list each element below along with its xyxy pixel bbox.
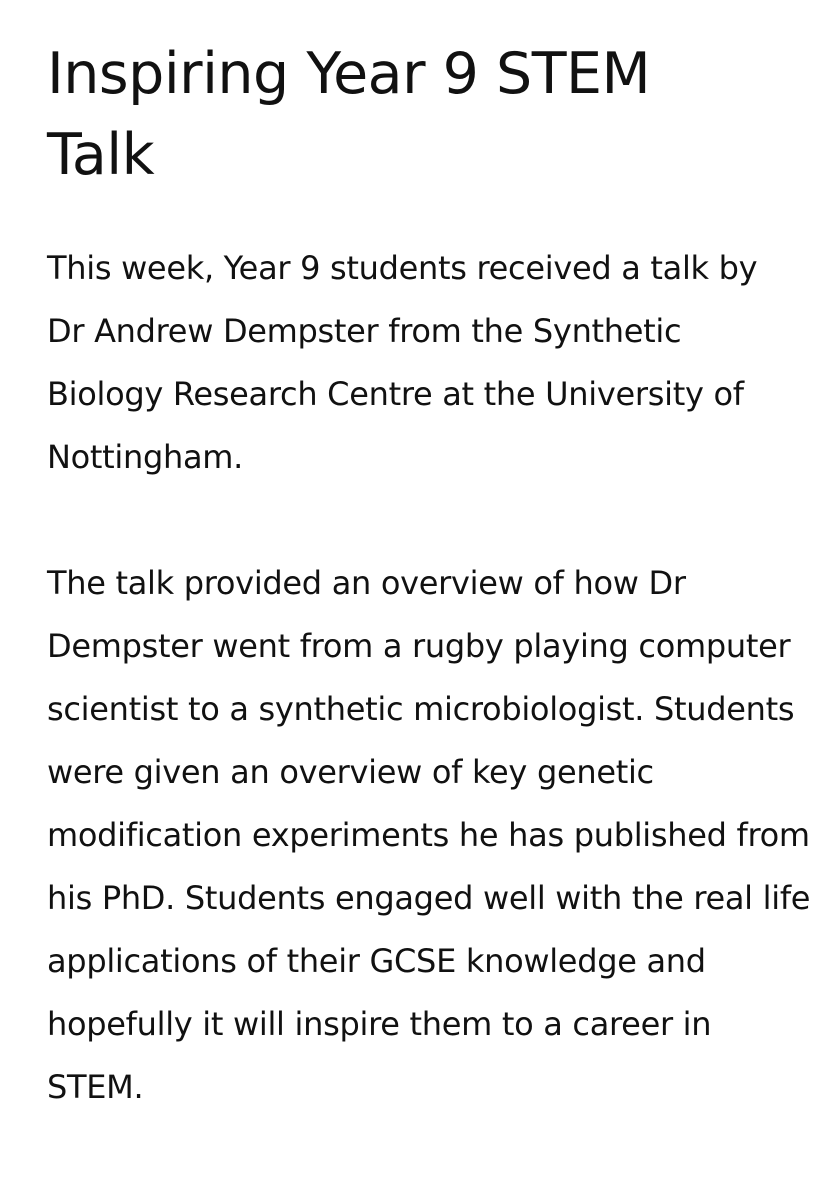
article-paragraph-body: The talk provided an overview of how Dr Dempster went from a rugby playing computer scientist to a synthetic microbiologist. Students were given an overview of key genetic modification experiments he has published from his PhD. Students engaged well with the real life applications of their GCSE knowledge and hopefully it will inspire them to a career in STEM. [47, 564, 811, 1106]
article-paragraph-intro: This week, Year 9 students received a talk by Dr Andrew Dempster from the Synthetic Biology Research Centre at the University of Nottingham. [47, 249, 758, 476]
article-title: Inspiring Year 9 STEM Talk [47, 41, 651, 188]
article [47, 34, 817, 1119]
